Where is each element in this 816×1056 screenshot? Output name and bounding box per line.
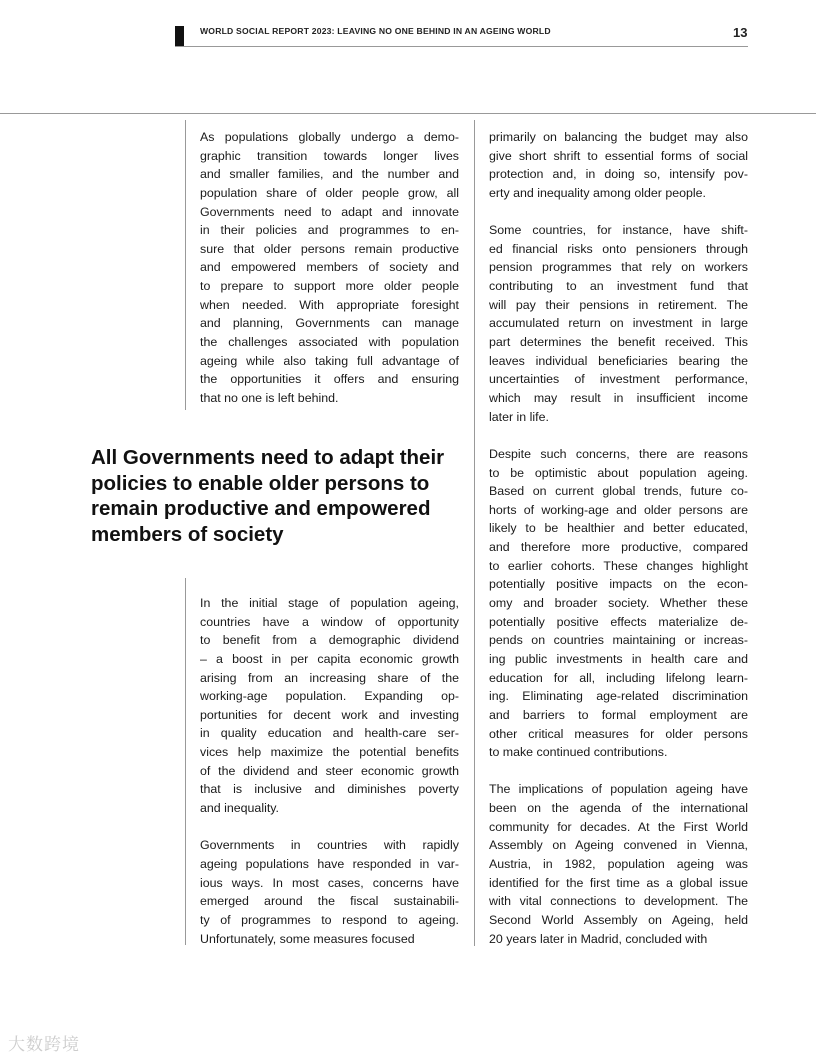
left-column-bottom xyxy=(200,594,459,948)
text-line: ed financial risks onto pensioners through xyxy=(489,241,748,256)
text-line: to be optimistic about population ageing. xyxy=(489,465,748,480)
text-line: and empowered members of society and xyxy=(200,260,459,275)
text-line: graphic transition towards longer lives xyxy=(200,148,459,163)
page-number: 13 xyxy=(733,25,748,40)
text-line: ty of programmes to respond to ageing. xyxy=(200,912,459,927)
header-marker xyxy=(175,26,184,46)
text-line: – a boost in per capita economic growth xyxy=(200,651,459,666)
text-line: erty and inequality among older people. xyxy=(489,185,706,200)
text-line: working-age population. Expanding op- xyxy=(200,689,459,704)
text-line: Unfortunately, some measures focused xyxy=(200,931,415,946)
text-line: the opportunities it offers and ensuring xyxy=(200,372,459,387)
text-line: As populations globally undergo a demo- xyxy=(200,130,459,144)
text-line: when needed. With appropriate foresight xyxy=(200,297,459,312)
paragraph xyxy=(200,128,459,408)
text-line: will pay their pensions in retirement. The xyxy=(489,297,748,312)
text-line: to benefit from a demographic dividend xyxy=(200,633,459,648)
text-line: education for all, including lifelong learn- xyxy=(489,670,748,685)
heading-line: All Governments need to adapt their xyxy=(91,446,445,469)
text-line: ageing populations have responded in var- xyxy=(200,856,459,871)
text-line: community for decades. At the First World xyxy=(489,819,748,834)
paragraph xyxy=(489,128,748,203)
text-line: and barriers to formal employment are xyxy=(489,707,748,722)
heading-line: policies to enable older persons to xyxy=(91,471,430,495)
text-line: other critical measures for older persons xyxy=(489,726,748,741)
text-line: Some countries, for instance, have shift- xyxy=(489,223,748,238)
column-rule-left-bottom xyxy=(185,578,186,945)
heading-line: members of society xyxy=(91,522,284,546)
text-line: ious ways. In most cases, concerns have xyxy=(200,875,459,890)
text-line: give short shrift to essential forms of social xyxy=(489,148,748,163)
text-line: which may result in insufficient income xyxy=(489,390,748,405)
paragraph xyxy=(489,221,748,426)
paragraph-gap xyxy=(489,762,748,781)
text-line: and therefore more productive, compared xyxy=(489,540,748,555)
text-line: contributing to an investment fund that xyxy=(489,279,748,294)
text-line: uncertainties of investment performance, xyxy=(489,372,748,387)
text-line: and inequality. xyxy=(200,801,279,816)
column-rule-left-top xyxy=(185,120,186,410)
running-header-title: WORLD SOCIAL REPORT 2023: LEAVING NO ONE BEHIND IN AN AGEING WORLD xyxy=(200,26,551,36)
paragraph-gap xyxy=(200,818,459,837)
text-line: that is inclusive and diminishes poverty xyxy=(200,782,459,797)
text-line: protection and, in doing so, intensify pov- xyxy=(489,167,748,182)
text-line: Despite such concerns, there are reasons xyxy=(489,446,748,461)
text-line: horts of working-age and older persons are xyxy=(489,502,748,517)
text-line: with vital connections to development. The xyxy=(489,894,748,909)
right-column xyxy=(489,128,748,948)
text-line: Assembly on Ageing convened in Vienna, xyxy=(489,838,748,853)
text-line: to make continued contributions. xyxy=(489,745,668,760)
text-line: portunities for decent work and investing xyxy=(200,707,459,722)
text-line: ing. Eliminating age-related discrimination xyxy=(489,689,748,704)
text-line: potentially positive impacts on the econ- xyxy=(489,577,748,592)
text-line: accumulated return on investment in large xyxy=(489,316,748,331)
text-line: pends on countries maintaining or increas- xyxy=(489,633,748,648)
text-line: ageing while also taking full advantage of xyxy=(200,353,459,368)
text-line: likely to be healthier and better educated, xyxy=(489,521,748,536)
text-line: arising from an increasing share of the xyxy=(200,670,459,685)
text-line: omy and broader society. Whether these xyxy=(489,596,748,611)
text-line: emerged around the fiscal sustainabili- xyxy=(200,894,459,909)
text-line: of the dividend and steer economic growth xyxy=(200,763,459,778)
text-line: in quality education and health-care ser- xyxy=(200,726,459,741)
text-line: ing public investments in health care and xyxy=(489,651,748,666)
text-line: the challenges associated with population xyxy=(200,335,459,350)
text-line: later in life. xyxy=(489,409,549,424)
paragraph xyxy=(200,836,459,948)
header-divider xyxy=(175,46,748,47)
text-line: and smaller families, and the number and xyxy=(200,167,459,182)
text-line: that no one is left behind. xyxy=(200,390,339,405)
text-line: The implications of population ageing have xyxy=(489,782,748,797)
paragraph-gap xyxy=(489,203,748,222)
text-line: to earlier cohorts. These changes highlight xyxy=(489,558,748,573)
paragraph xyxy=(489,445,748,762)
text-line: countries have a window of opportunity xyxy=(200,614,459,629)
text-line: and planning, Governments can manage xyxy=(200,316,459,331)
section-divider xyxy=(0,113,816,114)
text-line: Governments need to adapt and innovate xyxy=(200,204,459,219)
text-line: potentially positive effects materialize de- xyxy=(489,614,748,629)
text-line: identified for the first time as a global issue xyxy=(489,875,748,890)
text-line: pension programmes that rely on workers xyxy=(489,260,748,275)
text-line: part determines the benefit received. This xyxy=(489,335,748,350)
paragraph xyxy=(489,780,748,948)
section-heading xyxy=(91,445,461,547)
paragraph-gap xyxy=(489,426,748,445)
text-line: been on the agenda of the international xyxy=(489,801,748,816)
text-line: primarily on balancing the budget may also xyxy=(489,130,748,144)
text-line: vices help maximize the potential benefits xyxy=(200,745,459,760)
text-line: Second World Assembly on Ageing, held xyxy=(489,912,748,927)
text-line: In the initial stage of population ageing, xyxy=(200,596,459,610)
text-line: population share of older people grow, all xyxy=(200,185,459,200)
text-line: leaves individual beneficiaries bearing the xyxy=(489,353,748,368)
text-line: 20 years later in Madrid, concluded with xyxy=(489,931,708,946)
heading-line: remain productive and empowered xyxy=(91,497,431,520)
column-rule-center xyxy=(474,120,475,946)
text-line: Based on current global trends, future co- xyxy=(489,484,748,499)
text-line: Governments in countries with rapidly xyxy=(200,838,459,853)
watermark-logo: 大数跨境 xyxy=(8,1035,80,1054)
text-line: to prepare to support more older people xyxy=(200,279,459,294)
text-line: sure that older persons remain productive xyxy=(200,241,459,256)
text-line: Austria, in 1982, population ageing was xyxy=(489,856,748,871)
text-line: in their policies and programmes to en- xyxy=(200,223,459,238)
paragraph xyxy=(200,594,459,818)
left-column-top xyxy=(200,128,459,408)
